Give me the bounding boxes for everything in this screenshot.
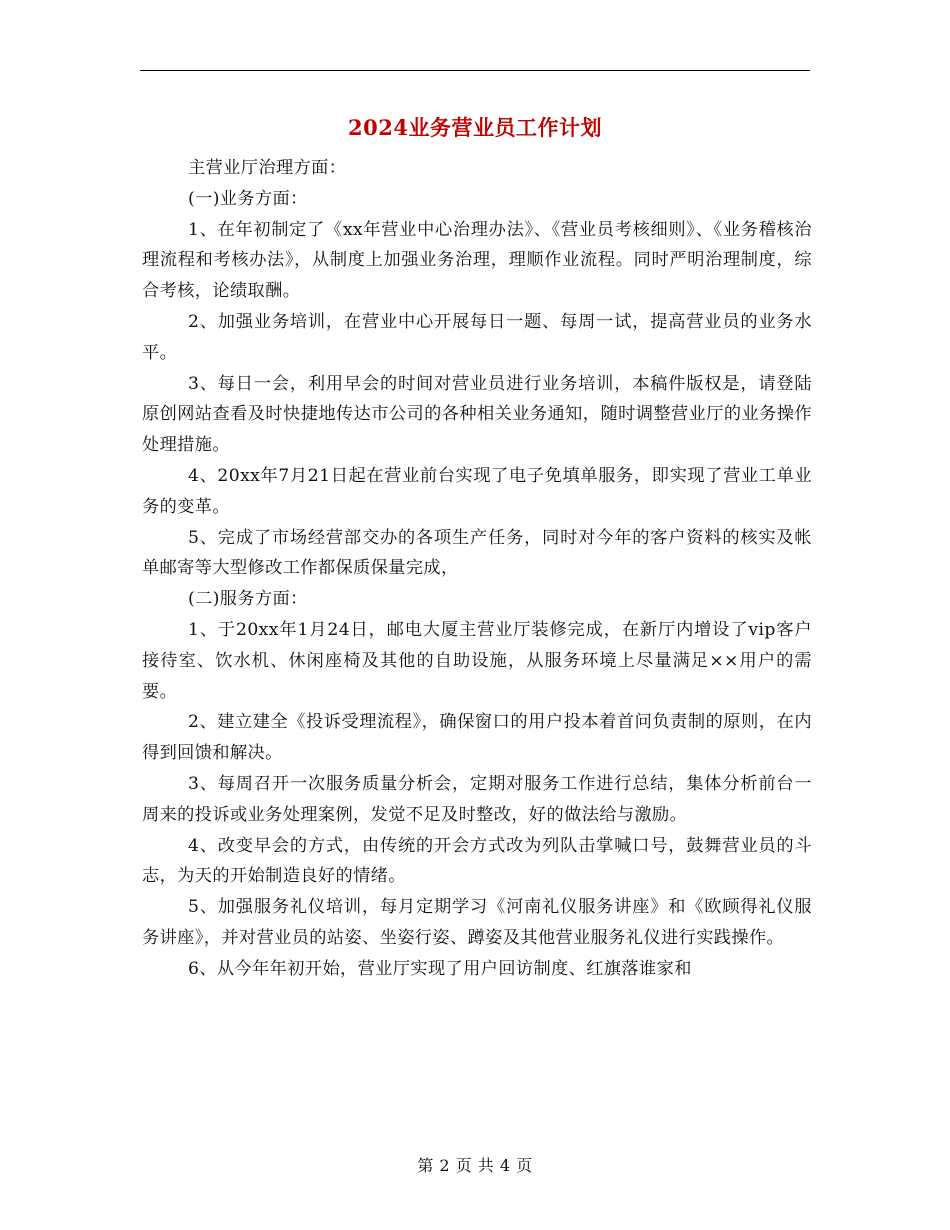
page-footer: 第 2 页 共 4 页 bbox=[417, 1156, 533, 1175]
paragraph: 5、完成了市场经营部交办的各项生产任务，同时对今年的客户资料的核实及帐单邮寄等大型修改工作都保质保量完成， bbox=[142, 527, 812, 579]
paragraph: 6、从今年年初开始，营业厅实现了用户回访制度、红旗落谁家和 bbox=[188, 958, 692, 979]
paragraph: 2、建立建全《投诉受理流程》，确保窗口的用户投本着首问负责制的原则，在内得到回馈和解决。 bbox=[142, 712, 812, 764]
paragraph: 2、加强业务培训，在营业中心开展每日一题、每周一试，提高营业员的业务水平。 bbox=[142, 311, 812, 363]
header-rule bbox=[140, 70, 810, 71]
paragraph: (二)服务方面： bbox=[188, 589, 308, 610]
paragraph: 1、在年初制定了《xx年营业中心治理办法》、《营业员考核细则》、《业务稽核治理流程和考核办法》，从制度上加强业务治理，理顺作业流程。同时严明治理制度，综合考核，论绩取酬。 bbox=[142, 219, 812, 302]
paragraph: 4、20xx年7月21日起在营业前台实现了电子免填单服务，即实现了营业工单业务的变革。 bbox=[142, 465, 812, 517]
paragraph: 5、加强服务礼仪培训，每月定期学习《河南礼仪服务讲座》和《欧顾得礼仪服务讲座》，并对营业员的站姿、坐姿行姿、蹲姿及其他营业服务礼仪进行实践操作。 bbox=[142, 897, 812, 948]
document-body bbox=[142, 153, 812, 985]
paragraph: 3、每周召开一次服务质量分析会，定期对服务工作进行总结，集体分析前台一周来的投诉或业务处理案例，发觉不足及时整改，好的做法给与激励。 bbox=[142, 773, 812, 825]
paragraph: 1、于20xx年1月24日，邮电大厦主营业厅装修完成，在新厅内增设了vip客户接待室、饮水机、休闲座椅及其他的自助设施，从服务环境上尽量满足××用户的需要。 bbox=[142, 619, 812, 702]
paragraph: 4、改变早会的方式，由传统的开会方式改为列队击掌喊口号，鼓舞营业员的斗志，为天的开始制造良好的情绪。 bbox=[142, 835, 812, 887]
paragraph: (一)业务方面： bbox=[188, 188, 308, 209]
document-title: 2024业务营业员工作计划 bbox=[348, 115, 602, 140]
paragraph: 3、每日一会，利用早会的时间对营业员进行业务培训，本稿件版权是，请登陆原创网站查看及时快捷地传达市公司的各种相关业务通知，随时调整营业厅的业务操作处理措施。 bbox=[142, 373, 812, 456]
paragraph: 主营业厅治理方面： bbox=[188, 158, 347, 178]
